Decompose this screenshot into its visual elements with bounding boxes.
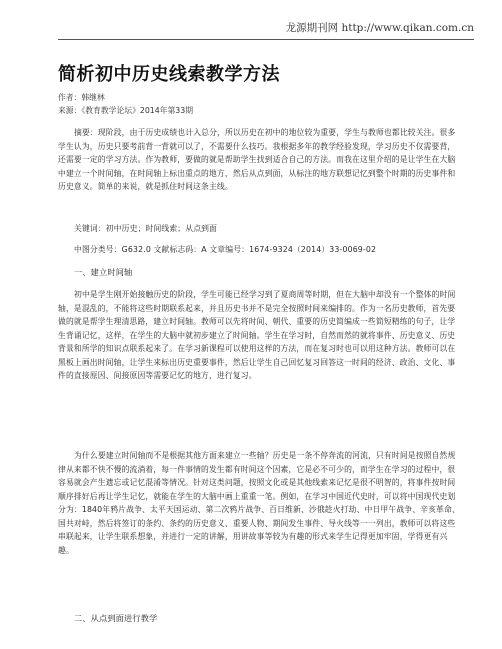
- classification-block: [58, 243, 460, 257]
- keywords-text: 关键词：初中历史；时间线索；从点到面: [74, 224, 218, 233]
- abstract-text: 摘要：现阶段，由于历史成绩也计入总分，所以历史在初中的地位较为重要，学生与教师也都比较关注。很多学生认为，历史只要考前背一背就可以了，不需要什么技巧。我根据多年的教学经验发现，学习历史不仅需要背，还需要一定的学习方法。作为教师，要做的就是帮助学生找到适合自己的方法。而我在这里介绍的是让学生在大脑中建立一个时间轴，在时间轴上标出重点的地方，然后从点到面，从标注的地方联想记忆到整个时期的历史事件和历史意义。简单的来说，就是抓住时间这条主线。: [58, 128, 456, 191]
- paragraph: 初中是学生刚开始接触历史的阶段，学生可能已经学习到了夏商周等时期，但在大脑中却没有一个整体的时间轴，是混乱的，不能将这些时期联系起来，并且历史书并不是完全按照时间来编排的。作为一名历史教师，首先要做的就是帮学生理清思路，建立时间轴。教师可以先将时间、朝代、重要的历史简编成一些简短精练的句子，让学生背诵记忆，这样，在学生的大脑中就初步建立了时间轴。学生在学习时，自然而然的就将事件、历史意义、历史背景和所学的知识点联系起来了。在学习新课程可以使用这样的方法，而在复习时也可以用这种方法。教师可以在黑板上画出时间轴，让学生来标出历史重要事件，然后让学生自己回忆复习回答这一时间的经济、政治、文化、事件的直接原因、间接原因等需要记忆的地方，进行复习。: [58, 290, 456, 380]
- classification-text: 中图分类号：G632.0 文献标志码：A 文章编号：1674-9324（2014）33-0069-02: [74, 245, 377, 254]
- section-1-heading-block: [58, 266, 460, 280]
- section-2-heading-block: [58, 612, 460, 626]
- site-header: 龙源期刊网 http://www.qikan.com.cn: [285, 22, 474, 34]
- keywords-block: [58, 222, 460, 236]
- source-line: 来源：《教育教学论坛》2014年第33期: [58, 106, 194, 115]
- section-heading: 二、从点到面进行教学: [74, 613, 158, 623]
- section-heading: 一、建立时间轴: [74, 267, 133, 277]
- paragraph: 为什么要建立时间轴而不是根据其他方面来建立一些轴？历史是一条不停奔流的河流，只有时间是按照自然规律从来都不快不慢的流淌着，每一件事情的发生都有时间这个因素，它是必不可少的，而学生在学习的过程中，很容易就会产生遗忘或记忆混淆等情况。针对这类问题，按照文化或是其他线索来记忆是很不明智的，将事件按时间顺序排好后再让学生记忆，就能在学生的大脑中画上重重一笔。例如，在学习中国近代史时，可以将中国现代史划分为：1840年鸦片战争、太平天国运动、第二次鸦片战争、百日维新、沙俄趁火打劫、中日甲午战争、辛亥革命、国共对峙，然后将签订的条约、条约的历史意义、重要人物、期间发生事件、导火线等一一列出，教师可以将这些串联起来，让学生联系想象，并进行一定的讲解，用讲故事等较为有趣的形式来学生记得更加牢固，学得更有兴趣。: [58, 451, 460, 555]
- abstract-block: [58, 126, 460, 194]
- author-line: 作者：韩继林: [58, 93, 105, 102]
- section-1-paragraph-2-block: [58, 449, 460, 557]
- header-rule: [58, 39, 474, 40]
- article-title: 简析初中历史线索教学方法: [58, 64, 280, 85]
- section-1-paragraph-1-block: [58, 288, 460, 383]
